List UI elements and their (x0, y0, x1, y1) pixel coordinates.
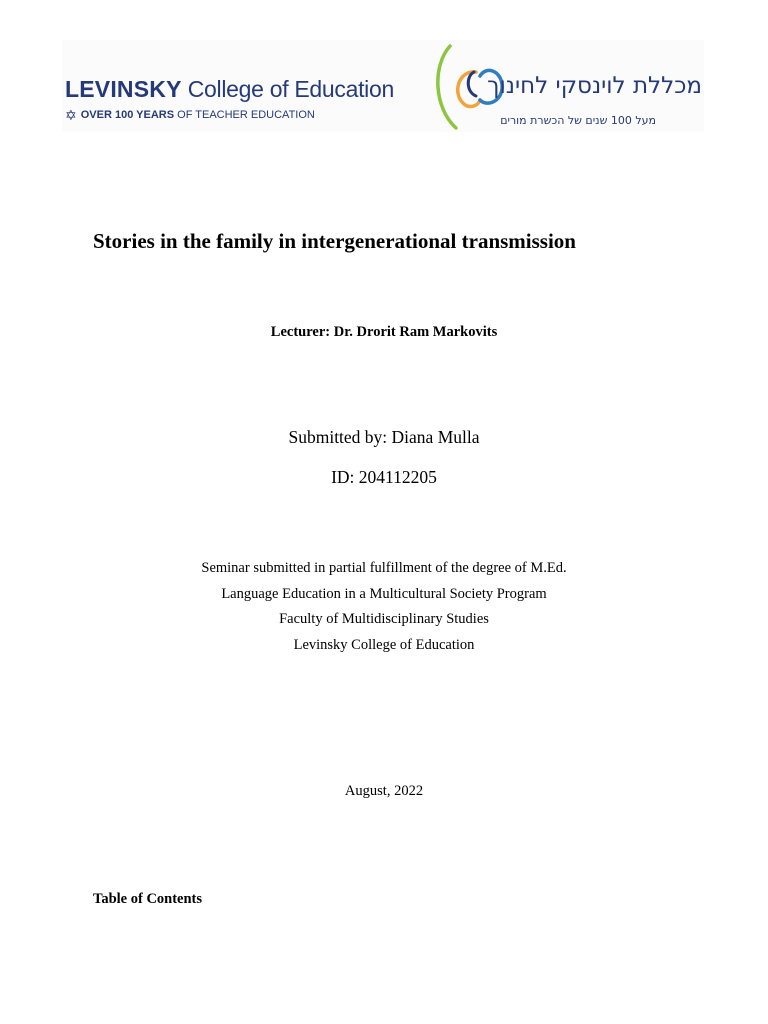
submitted-by-line: Submitted by: Diana Mulla (288, 427, 480, 447)
logo-brand-text (65, 76, 394, 102)
seminar-block (0, 556, 768, 658)
levinsky-english-logo (65, 76, 394, 121)
student-id-line: ID: 204112205 (331, 467, 437, 487)
seminar-line: Seminar submitted in partial fulfillment of the degree of M.Ed. (201, 560, 567, 576)
tagline-bold: OVER 100 YEARS (80, 109, 175, 121)
header-banner (62, 40, 704, 132)
seminar-line: Faculty of Multidisciplinary Studies (279, 611, 489, 627)
submission-date: August, 2022 (344, 783, 424, 799)
hebrew-logo-tagline: מעל 100 שנים של הכשרת מורים (500, 114, 656, 127)
levinsky-hebrew-logo (436, 42, 702, 132)
seminar-line: Levinsky College of Education (293, 636, 475, 653)
hebrew-logo-name: מכללת לוינסקי לחינוך (487, 73, 702, 99)
tagline-rest: OF TEACHER EDUCATION (174, 109, 315, 121)
seminar-line: Language Education in a Multicultural Society Program (221, 585, 547, 602)
logo-brand-rest: College of Education (181, 76, 394, 102)
logo-tagline (65, 109, 394, 121)
logo-brand-bold: LEVINSKY (65, 76, 182, 102)
lecturer-line: Lecturer: Dr. Drorit Ram Markovits (270, 324, 498, 340)
star-of-david-icon: ✡ (65, 107, 77, 123)
table-of-contents-heading: Table of Contents (93, 891, 203, 907)
document-title: Stories in the family in intergenerational transmission (93, 229, 576, 253)
